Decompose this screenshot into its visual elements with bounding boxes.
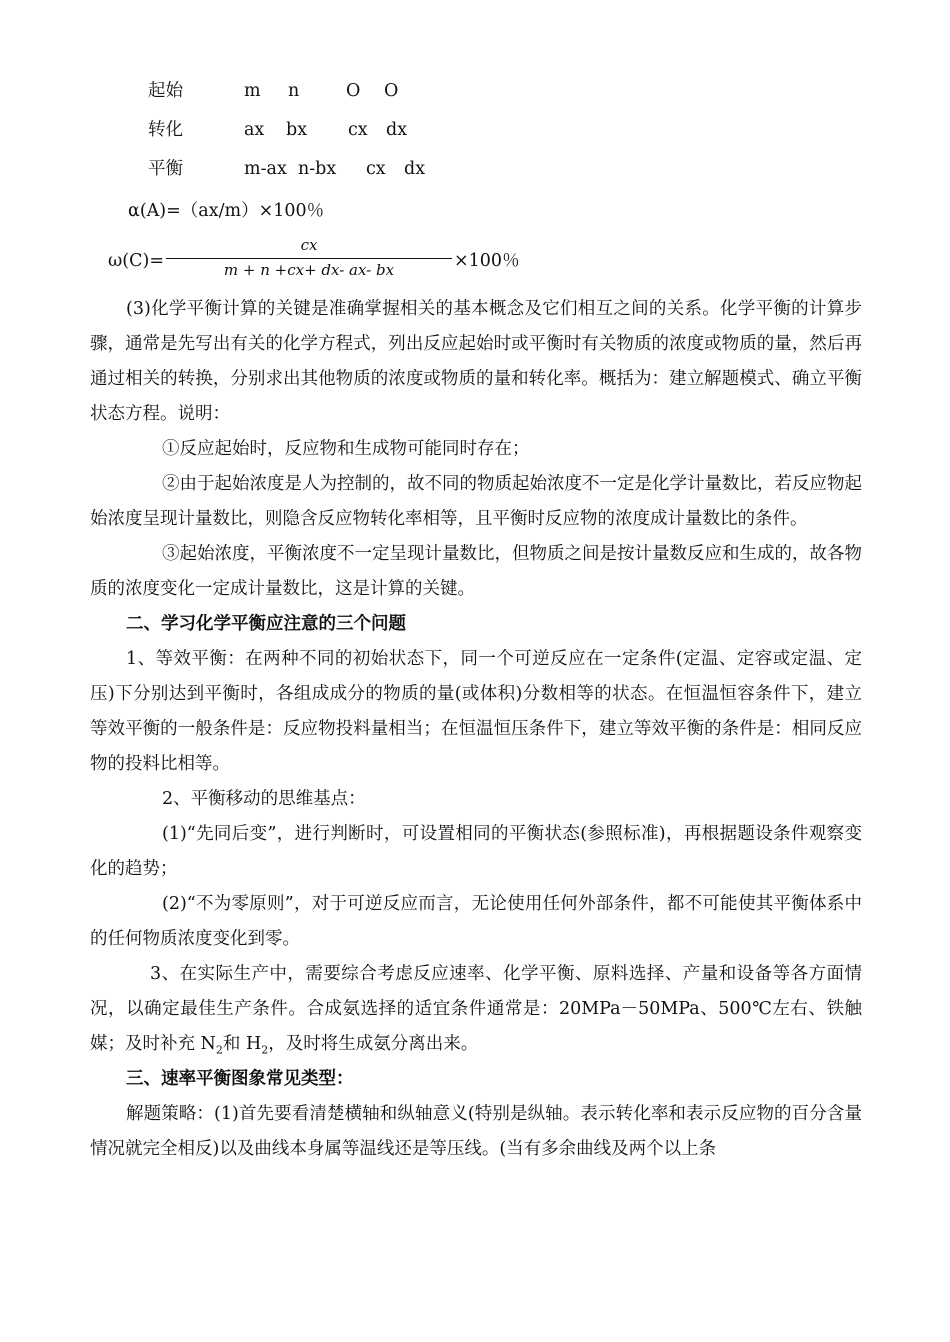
item-2a: (1)“先同后变”，进行判断时，可设置相同的平衡状态(参照标准)，再根据题设条件观察变化的趋势；	[90, 824, 862, 879]
item-1-equivalent-equilibrium: 1、等效平衡：在两种不同的初始状态下，同一个可逆反应在一定条件(定温、定容或定温、定压)下分别达到平衡时，各组成成分的物质的量(或体积)分数相等的状态。在恒温恒容条件下，建立等效平衡的一般条件是：反应物投料量相当；在恒温恒压条件下，建立等效平衡的条件是：相同反应物的投料比相等。	[90, 649, 862, 774]
item-2-heading: 2、平衡移动的思维基点：	[162, 789, 366, 809]
section-heading-2: 二、学习化学平衡应注意的三个问题	[126, 614, 406, 634]
cell: dx	[386, 120, 408, 140]
note-1: ①反应起始时，反应物和生成物可能同时存在；	[162, 439, 530, 459]
row-label: 转化	[148, 120, 183, 140]
formula-lhs: ω(C)=	[108, 251, 164, 271]
cell: n-bx	[298, 159, 337, 179]
row-label: 起始	[148, 81, 183, 101]
subscript: 2	[261, 1043, 269, 1057]
fraction-numerator: cx	[300, 236, 318, 254]
cell: m	[244, 81, 261, 101]
cell: O	[384, 81, 399, 101]
item-3-text: 和 H	[222, 1034, 262, 1054]
note-2: ②由于起始浓度是人为控制的，故不同的物质起始浓度不一定是化学计量数比，若反应物起始浓度呈现计量数比，则隐含反应物转化率相等，且平衡时反应物的浓度成计量数比的条件。	[90, 474, 862, 529]
cell: n	[288, 81, 300, 101]
cell: dx	[404, 159, 426, 179]
row-label: 平衡	[148, 159, 183, 179]
cell: O	[346, 81, 361, 101]
body-text	[90, 292, 862, 1167]
note-3: ③起始浓度，平衡浓度不一定呈现计量数比，但物质之间是按计量数反应和生成的，故各物质的浓度变化一定成计量数比，这是计算的关键。	[90, 544, 862, 599]
strategy-paragraph: 解题策略：(1)首先要看清楚横轴和纵轴意义(特别是纵轴。表示转化率和表示反应物的百分含量情况就完全相反)以及曲线本身属等温线还是等压线。(当有多余曲线及两个以上条	[90, 1104, 862, 1159]
formula-rhs: ×100％	[454, 251, 520, 271]
item-3-text: 3、在实际生产中，需要综合考虑反应速率、化学平衡、原料选择、产量和设备等各方面情况，以确定最佳生产条件。合成氨选择的适宜条件通常是：20MPa－50MPa、500℃左右、铁触媒；及时补充 N	[90, 964, 862, 1054]
fraction-denominator: m + n +cx+ dx- ax- bx	[223, 261, 395, 279]
item-2b: (2)“不为零原则”，对于可逆反应而言，无论使用任何外部条件，都不可能使其平衡体系中的任何物质浓度变化到零。	[90, 894, 862, 949]
section-heading-3: 三、速率平衡图象常见类型：	[126, 1069, 354, 1089]
item-3-text: ，及时将生成氨分离出来。	[268, 1034, 479, 1054]
conversion-rate-formula: α(A)=（ax/m）×100％	[128, 201, 325, 221]
fraction	[166, 236, 452, 279]
item-3	[90, 957, 862, 1062]
cell: cx	[366, 159, 386, 179]
cell: ax	[244, 120, 265, 140]
subscript: 2	[215, 1043, 223, 1057]
cell: cx	[348, 120, 368, 140]
cell: m-ax	[244, 159, 287, 179]
paragraph-3: (3)化学平衡计算的关键是准确掌握相关的基本概念及它们相互之间的关系。化学平衡的计算步骤，通常是先写出有关的化学方程式，列出反应起始时或平衡时有关物质的浓度或物质的量，然后再通过相关的转换，分别求出其他物质的浓度或物质的量和转化率。概括为：建立解题模式、确立平衡状态方程。说明：	[90, 299, 862, 424]
fraction-bar	[166, 258, 452, 259]
cell: bx	[286, 120, 308, 140]
